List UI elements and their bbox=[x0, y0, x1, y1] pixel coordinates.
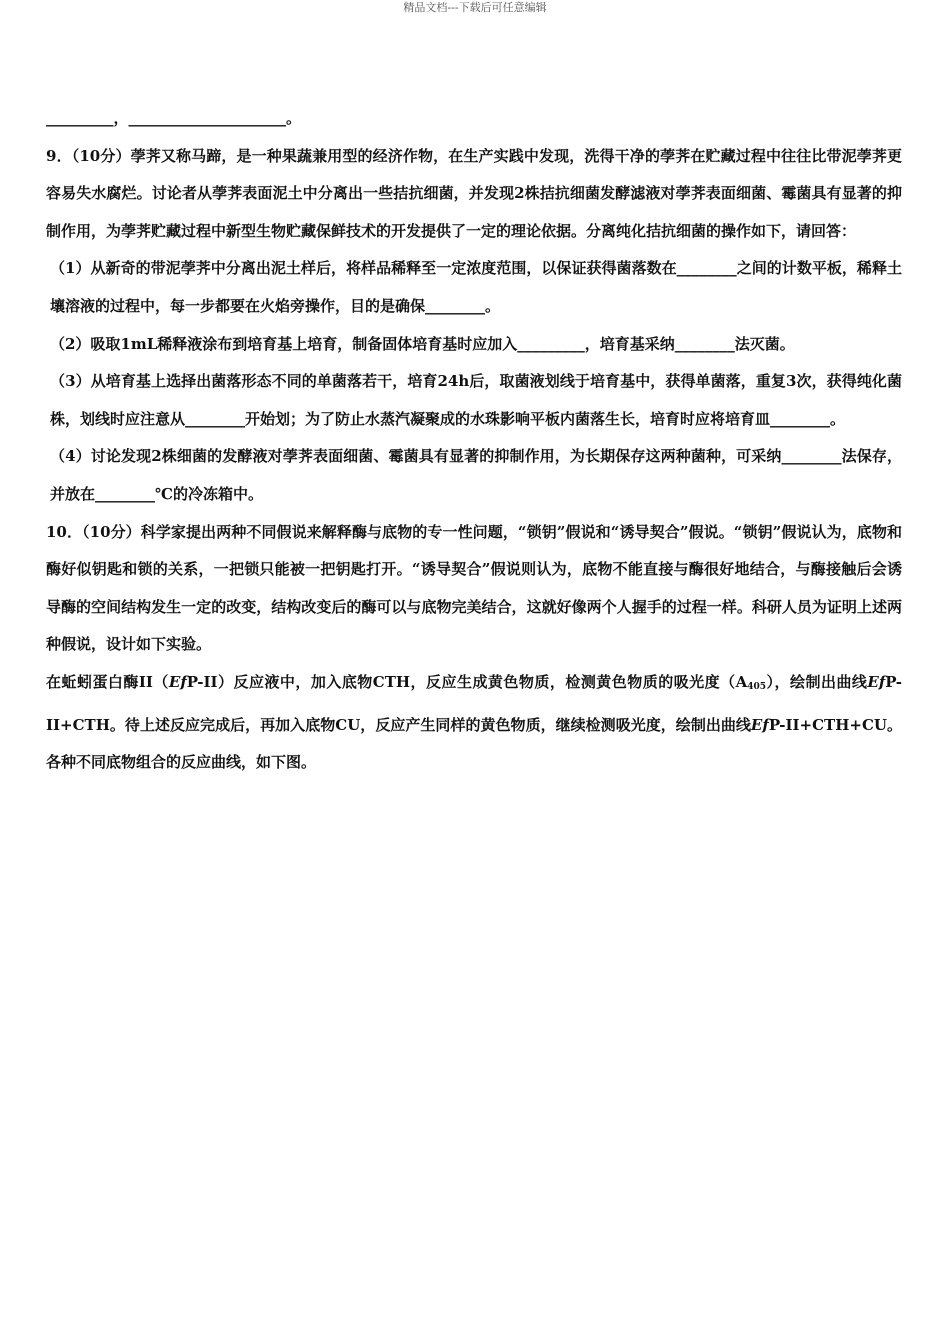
question-10-experiment bbox=[46, 664, 902, 782]
question-9-part-2: （2）吸取1mL稀释液涂布到培育基上培育，制备固体培育基时应加入_________，培育基采纳________法灭菌。 bbox=[50, 334, 795, 353]
page-header: 精品文档---下载后可任意编辑 bbox=[403, 1, 547, 14]
question-9-part-3: （3）从培育基上选择出菌落形态不同的单菌落若干，培育24h后，取菌液划线于培育基中，获得单菌落，重复3次，获得纯化菌株，划线时应注意从________开始划；为了防止水蒸汽凝聚成的水珠影响平板内菌落生长，培育时应将培育皿________。 bbox=[50, 372, 902, 428]
exp-text-b: P-II）反应液中，加入底物CTH，反应生成黄色物质，检测黄色物质的吸光度（A bbox=[186, 672, 748, 691]
exp-text-c: ），绘制出曲线 bbox=[766, 672, 868, 691]
exp-text-d: P-II+CTH。待上述反应完成后，再加入底物CU，反应产生同样的黄色物质，继续检测吸光度，绘制出曲线 bbox=[46, 672, 902, 734]
exp-ef-3: Ef bbox=[750, 715, 769, 734]
exp-ef-2: Ef bbox=[867, 672, 886, 691]
absorbance-subscript: 405 bbox=[747, 681, 767, 692]
question-9-part-4: （4）讨论发现2株细菌的发酵液对荸荠表面细菌、霉菌具有显著的抑制作用，为长期保存这两种菌种，可采纳________法保存，并放在________℃的冷冻箱中。 bbox=[50, 447, 902, 503]
document-body bbox=[46, 100, 902, 782]
exp-ef-1: Ef bbox=[168, 672, 187, 691]
question-9-intro: 9．（10分）荸荠又称马蹄，是一种果蔬兼用型的经济作物，在生产实践中发现，洗得干净的荸荠在贮藏过程中往往比带泥荸荠更容易失水腐烂。讨论者从荸荠表面泥土中分离出一些拮抗细菌，并发现2株拮抗细菌发酵滤液对荸荠表面细菌、霉菌具有显著的抑制作用，为荸荠贮藏过程中新型生物贮藏保鲜技术的开发提供了一定的理论依据。分离纯化拮抗细菌的操作如下，请回答： bbox=[46, 146, 902, 240]
answer-blanks-line: _________，_____________________。 bbox=[46, 109, 302, 127]
exp-text-a: 在蚯蚓蛋白酶II（ bbox=[46, 672, 169, 691]
question-10-intro: 10．（10分）科学家提出两种不同假说来解释酶与底物的专一性问题，“锁钥”假说和“诱导契合”假说。“锁钥”假说认为，底物和酶好似钥匙和锁的关系，一把锁只能被一把钥匙打开。“诱导契合”假说则认为，底物不能直接与酶很好地结合，与酶接触后会诱导酶的空间结构发生一定的改变，结构改变后的酶可以与底物完美结合，这就好像两个人握手的过程一样。科研人员为证明上述两种假说，设计如下实验。 bbox=[46, 522, 902, 654]
question-9-part-1: （1）从新奇的带泥荸荠中分离出泥土样后，将样品稀释至一定浓度范围，以保证获得菌落数在________之间的计数平板，稀释土壤溶液的过程中，每一步都要在火焰旁操作，目的是确保________。 bbox=[50, 259, 902, 315]
exp-text-e: P-II+CTH+CU。各种不同底物组合的反应曲线，如下图。 bbox=[46, 715, 902, 772]
